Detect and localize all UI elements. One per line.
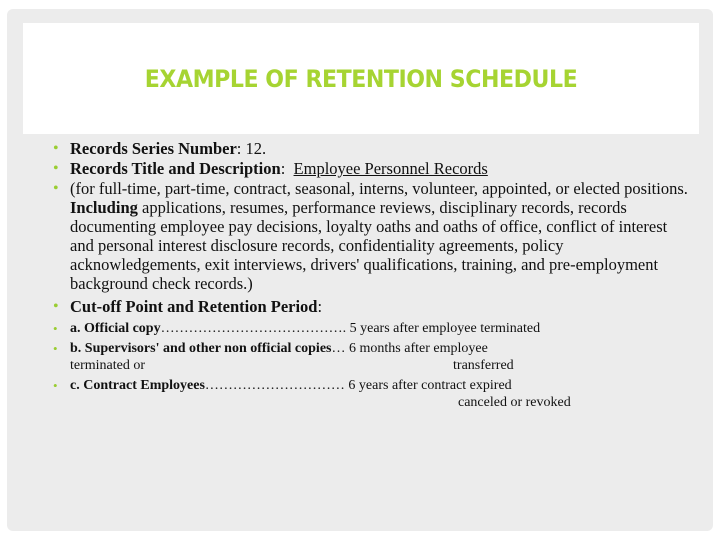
bullet-dot-icon: • [53,180,59,197]
series-number-value: : 12. [236,139,267,158]
contract-employees-label: c. Contract Employees [70,378,205,393]
supervisor-copies-line2a: terminated or [70,358,146,373]
supervisor-copies-line2b: transferred [453,358,514,373]
cutoff-value: : [317,297,323,316]
bullet-dot-icon: • [53,140,59,157]
bullet-contract-employees [53,377,693,411]
series-number-label: Records Series Number [70,139,237,158]
contract-employees-dots: ………………………… [204,378,349,393]
bullet-cutoff [53,297,693,316]
cutoff-label: Cut-off Point and Retention Period [70,297,318,316]
contract-employees-value: 6 years after contract expired [348,378,512,393]
bullet-official-copy [53,320,693,337]
official-copy-value: 5 years after employee terminated [349,321,541,336]
supervisor-copies-dots: … [331,341,349,356]
bullet-dot-icon: • [53,378,58,393]
bullet-dot-icon: • [53,298,59,315]
slide-title: EXAMPLE OF RETENTION SCHEDULE [144,64,578,93]
bullet-series-number [53,139,693,158]
bullet-dot-icon: • [53,341,58,356]
description-post: applications, resumes, performance reviews, disciplinary records, records documenting employee pay decisions, loyalty oaths and oaths of office, conflict of interest and personal interest disclosure records, confidentiality agreements, policy acknowledgements, exit interviews, drivers' qualifications, training, and pre-employment background check records.) [70,198,668,293]
records-title-sep: : [280,159,294,178]
slide [7,9,713,531]
records-title-value: Employee Personnel Records [293,159,488,178]
official-copy-label: a. Official copy [70,321,161,336]
bullet-list [53,139,697,414]
supervisor-copies-label: b. Supervisors' and other non official copies [70,341,332,356]
bullet-dot-icon: • [53,160,59,177]
records-title-label: Records Title and Description [70,159,281,178]
official-copy-dots: …………………………………. [160,321,350,336]
bullet-description [53,179,697,293]
contract-employees-line2: canceled or revoked [458,395,571,410]
bullet-dot-icon: • [53,321,58,336]
bullet-supervisor-copies [53,340,693,374]
description-bold: Including [70,198,138,217]
supervisor-copies-value: 6 months after employee [349,341,488,356]
description-pre: (for full-time, part-time, contract, seasonal, interns, volunteer, appointed, or elected positions. [70,179,697,198]
title-box [23,23,699,134]
bullet-records-title [53,159,693,178]
